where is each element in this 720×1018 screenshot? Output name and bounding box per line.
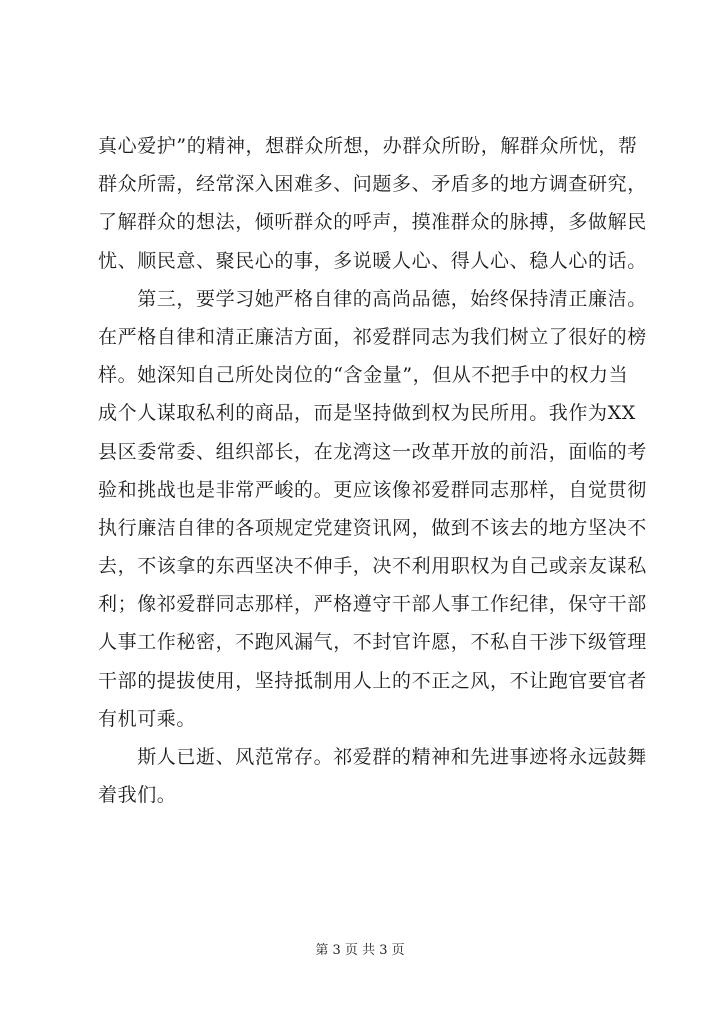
text-line: 群众所需，经常深入困难多、问题多、矛盾多的地方调查研究，	[98, 173, 647, 196]
text-line: 去，不该拿的东西坚决不伸手，决不利用职权为自己或亲友谋私	[98, 555, 647, 578]
text-line: 在严格自律和清正廉洁方面，祁爱群同志为我们树立了很好的榜	[98, 325, 647, 348]
text-line: 斯人已逝、风范常存。祁爱群的精神和先进事迹将永远鼓舞	[98, 746, 647, 768]
text-line: 了解群众的想法，倾听群众的呼声，摸准群众的脉搏，多做解民	[98, 211, 647, 234]
text-line: 着我们。	[98, 784, 177, 807]
text-line: 利；像祁爱群同志那样，严格遵守干部人事工作纪律，保守干部	[98, 593, 647, 616]
text-line: 成个人谋取私利的商品，而是坚持做到权为民所用。我作为XX	[98, 402, 636, 425]
text-line: 真心爱护”的精神，想群众所想，办群众所盼，解群众所忧，帮	[98, 135, 638, 157]
text-line: 第三，要学习她严格自律的高尚品德，始终保持清正廉洁。	[98, 287, 647, 310]
text-line: 验和挑战也是非常严峻的。更应该像祁爱群同志那样，自觉贯彻	[98, 478, 647, 501]
text-line: 干部的提拔使用，坚持抵制用人上的不正之风，不让跑官要官者	[98, 669, 647, 692]
body-text	[98, 127, 647, 814]
text-line: 忧、顺民意、聚民心的事，多说暖人心、得人心、稳人心的话。	[98, 249, 647, 272]
text-line: 人事工作秘密，不跑风漏气，不封官许愿，不私自干涉下级管理	[98, 631, 647, 654]
text-line: 执行廉洁自律的各项规定党建资讯网，做到不该去的地方坚决不	[98, 516, 647, 539]
page-number-footer: 第 3 页 共 3 页	[315, 943, 405, 958]
text-line: 有机可乘。	[98, 707, 197, 730]
text-line: 样。她深知自己所处岗位的“含金量”，但从不把手中的权力当	[98, 364, 629, 387]
text-line: 县区委常委、组织部长，在龙湾这一改革开放的前沿，面临的考	[98, 440, 647, 463]
